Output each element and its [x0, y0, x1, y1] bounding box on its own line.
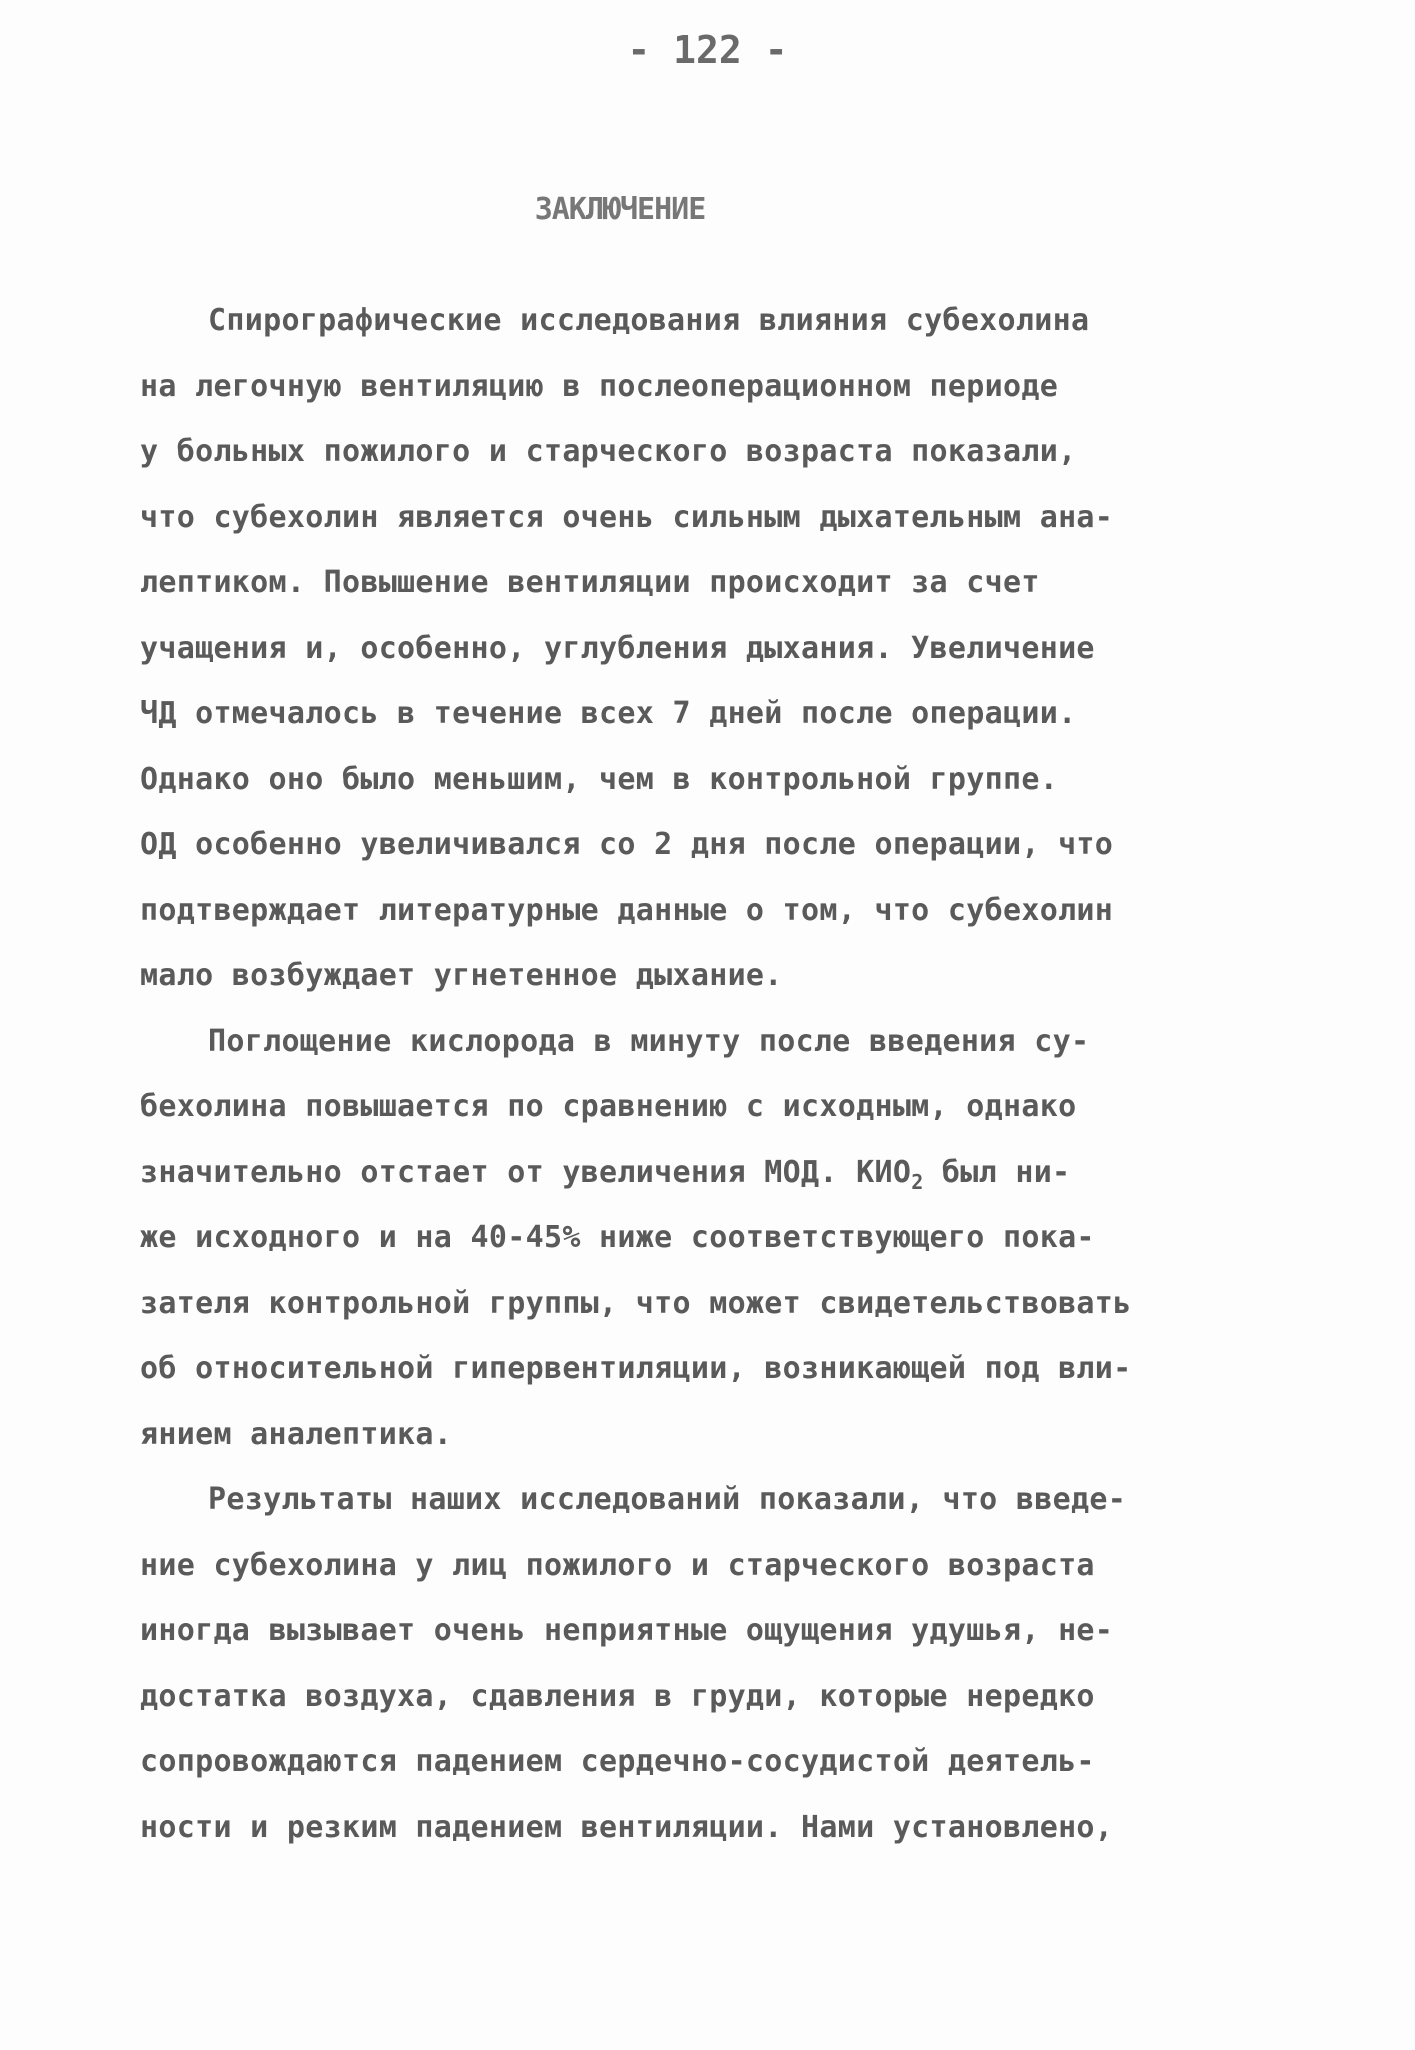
- text-line: ЧД отмечалось в течение всех 7 дней после операции.: [140, 696, 1077, 731]
- text-line-with-subscript: [140, 1140, 1290, 1206]
- text-line: лептиком. Повышение вентиляции происходит за счет: [140, 565, 1040, 600]
- text-line: об относительной гипервентиляции, возникающей под вли-: [140, 1351, 1132, 1386]
- text-line: Поглощение кислорода в минуту после введения су-: [208, 1023, 1090, 1059]
- text-line: ОД особенно увеличивался со 2 дня после операции, что: [140, 827, 1114, 862]
- section-heading: ЗАКЛЮЧЕНИЕ: [534, 192, 706, 227]
- text-line: Однако оно было меньшим, чем в контрольной группе.: [140, 761, 1059, 797]
- text-line: зателя контрольной группы, что может свидетельствовать: [140, 1285, 1132, 1321]
- text-line: сопровождаются падением сердечно-сосудистой деятель-: [140, 1744, 1095, 1779]
- text-segment: был ни-: [923, 1154, 1071, 1190]
- text-line: у больных пожилого и старческого возраста показали,: [140, 434, 1077, 469]
- text-segment: значительно отстает от увеличения МОД. КИО: [140, 1154, 912, 1190]
- text-line: мало возбуждает угнетенное дыхание.: [140, 958, 783, 993]
- text-line: учащения и, особенно, углубления дыхания. Увеличение: [140, 630, 1095, 666]
- text-line: Результаты наших исследований показали, что введе-: [208, 1482, 1127, 1517]
- subscript: 2: [911, 1169, 924, 1194]
- text-line: что субехолин является очень сильным дыхательным ана-: [140, 499, 1114, 535]
- text-line: подтверждает литературные данные о том, что субехолин: [140, 892, 1114, 928]
- text-line: бехолина повышается по сравнению с исходным, однако: [140, 1089, 1077, 1124]
- text-line: янием аналептика.: [140, 1416, 453, 1452]
- text-line: Спирографические исследования влияния субехолина: [208, 303, 1090, 338]
- text-line: иногда вызывает очень неприятные ощущения удушья, не-: [140, 1613, 1114, 1648]
- text-line: на легочную вентиляцию в послеоперационном периоде: [140, 368, 1059, 404]
- text-line: же исходного и на 40-45% ниже соответствующего пока-: [140, 1220, 1095, 1255]
- page-number: - 122 -: [627, 28, 788, 72]
- text-line: достатка воздуха, сдавления в груди, которые нередко: [140, 1678, 1095, 1714]
- text-line: ние субехолина у лиц пожилого и старческого возраста: [140, 1547, 1095, 1583]
- text-line: ности и резким падением вентиляции. Нами установлено,: [140, 1809, 1114, 1845]
- body-text: [140, 288, 1290, 1860]
